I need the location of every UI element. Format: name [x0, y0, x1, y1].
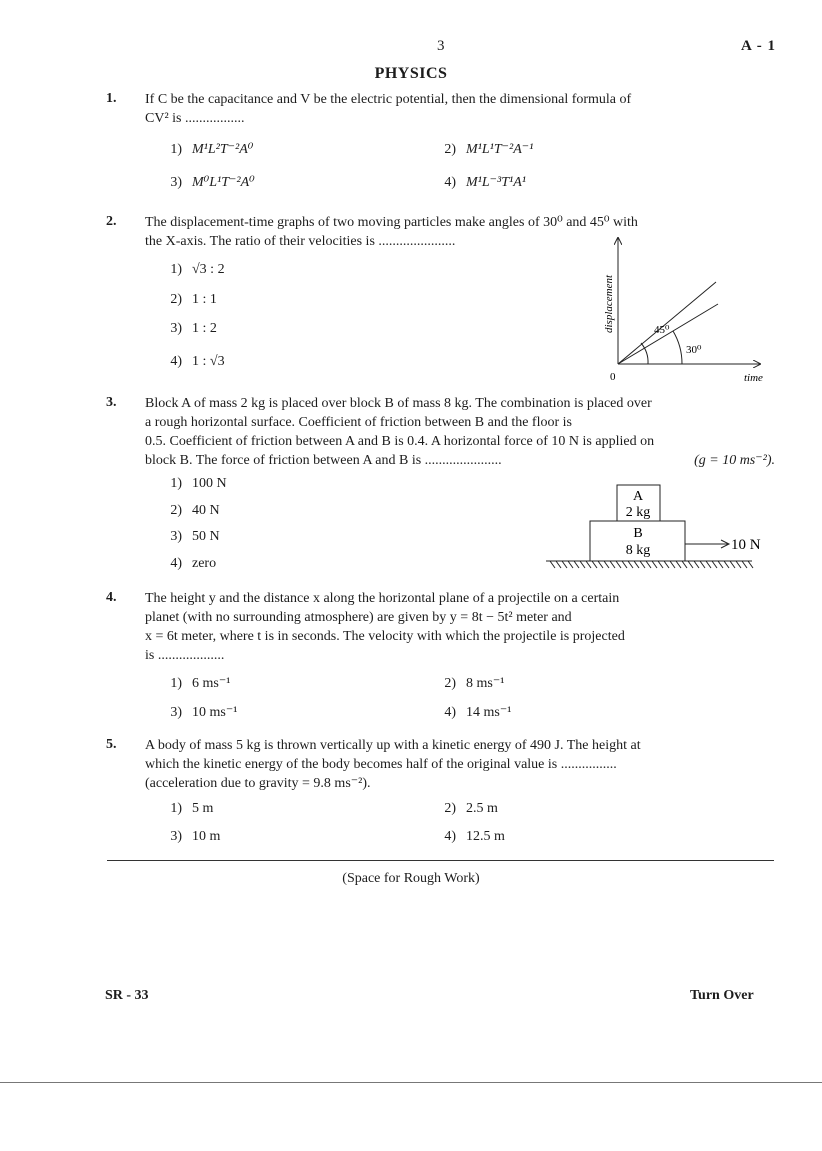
option-text: 50 N	[192, 529, 220, 544]
option-number: 1)	[170, 262, 182, 277]
option-text: 14 ms⁻¹	[466, 705, 512, 720]
x-axis-label: time	[744, 372, 763, 384]
option-number: 2)	[170, 503, 182, 518]
option-text: M¹L²T⁻²A⁰	[192, 142, 254, 157]
force-label: 10 N	[731, 537, 761, 553]
hatch-stroke	[616, 561, 621, 568]
option-text: 1 : 2	[192, 321, 217, 336]
question-3-option-1	[160, 476, 227, 492]
option-number: 2)	[170, 292, 182, 307]
question-5-option-1	[160, 801, 213, 817]
hatch-stroke	[730, 561, 735, 568]
hatch-stroke	[652, 561, 657, 568]
question-3-line-4: block B. The force of friction between A and B is ......................	[145, 453, 502, 468]
option-number: 3)	[170, 705, 182, 720]
block-b-name: B	[633, 526, 643, 541]
paper-code: A - 1	[741, 38, 776, 54]
option-number: 2)	[444, 676, 456, 691]
hatch-stroke	[550, 561, 555, 568]
question-4-number: 4.	[106, 590, 117, 605]
question-2-option-3	[160, 321, 217, 337]
question-3-option-3	[160, 529, 220, 545]
option-number: 3)	[170, 829, 182, 844]
option-number: 4)	[444, 705, 456, 720]
question-1-option-2	[434, 141, 533, 158]
question-5-text	[145, 736, 775, 793]
question-1-option-1	[160, 141, 253, 158]
option-number: 1)	[170, 676, 182, 691]
rough-work-label: (Space for Rough Work)	[342, 871, 480, 886]
hatch-stroke	[574, 561, 579, 568]
question-5-option-2	[434, 801, 498, 817]
hatch-stroke	[568, 561, 573, 568]
question-3-line-4-row	[145, 451, 775, 470]
hatch-stroke	[586, 561, 591, 568]
blocks-figure	[540, 480, 780, 576]
question-5-line-1: A body of mass 5 kg is thrown vertically up with a kinetic energy of 490 J. The height at	[145, 738, 641, 753]
question-4-option-2	[434, 675, 504, 692]
option-number: 4)	[444, 829, 456, 844]
option-number: 3)	[170, 529, 182, 544]
option-number: 4)	[444, 175, 456, 190]
question-2-option-1	[160, 262, 225, 278]
page-edge-line	[0, 1082, 822, 1083]
hatch-stroke	[712, 561, 717, 568]
hatch-stroke	[592, 561, 597, 568]
hatch-stroke	[718, 561, 723, 568]
question-1-number: 1.	[106, 91, 117, 106]
hatch-stroke	[658, 561, 663, 568]
angle-arc-30	[673, 331, 682, 364]
hatch-stroke	[748, 561, 753, 568]
origin-label: 0	[610, 371, 616, 383]
hatch-stroke	[688, 561, 693, 568]
turn-over-label: Turn Over	[690, 988, 754, 1003]
question-4-line-1: The height y and the distance x along the horizontal plane of a projectile on a certain	[145, 591, 620, 606]
option-text: M¹L⁻³T¹A¹	[466, 175, 526, 190]
hatch-stroke	[580, 561, 585, 568]
option-text: 8 ms⁻¹	[466, 676, 505, 691]
hatch-stroke	[742, 561, 747, 568]
angle-label-30: 30⁰	[686, 344, 702, 356]
question-3-line-1: Block A of mass 2 kg is placed over block B of mass 8 kg. The combination is placed over	[145, 396, 652, 411]
hatch-stroke	[706, 561, 711, 568]
option-number: 2)	[444, 801, 456, 816]
option-text: 10 ms⁻¹	[192, 705, 238, 720]
question-4-option-1	[160, 675, 230, 692]
question-4-text	[145, 589, 775, 665]
option-number: 3)	[170, 321, 182, 336]
option-number: 1)	[170, 142, 182, 157]
option-text: 12.5 m	[466, 829, 505, 844]
hatch-stroke	[598, 561, 603, 568]
page-number: 3	[437, 38, 445, 54]
question-5-option-3	[160, 829, 220, 845]
option-text: √3 : 2	[192, 262, 225, 277]
option-number: 1)	[170, 476, 182, 491]
subject-title: PHYSICS	[374, 65, 448, 82]
hatch-stroke	[670, 561, 675, 568]
option-text: 6 ms⁻¹	[192, 676, 231, 691]
question-3-option-4	[160, 556, 216, 572]
hatch-stroke	[640, 561, 645, 568]
option-text: zero	[192, 556, 217, 571]
hatch-stroke	[682, 561, 687, 568]
question-5-option-4	[434, 829, 505, 845]
hatch-stroke	[700, 561, 705, 568]
question-3-option-2	[160, 503, 220, 519]
question-5-number: 5.	[106, 737, 117, 752]
hatch-stroke	[622, 561, 627, 568]
hatch-stroke	[676, 561, 681, 568]
hatch-stroke	[610, 561, 615, 568]
hatch-stroke	[634, 561, 639, 568]
footer-serial: SR - 33	[105, 988, 149, 1003]
question-2-line-1: The displacement-time graphs of two moving particles make angles of 30⁰ and 45⁰ with	[145, 215, 638, 230]
hatch-stroke	[694, 561, 699, 568]
question-2-number: 2.	[106, 214, 117, 229]
question-5-line-3: (acceleration due to gravity = 9.8 ms⁻²).	[145, 776, 371, 791]
question-1-option-4	[434, 174, 526, 191]
question-4-line-3: x = 6t meter, where t is in seconds. The velocity with which the projectile is projected	[145, 629, 625, 644]
question-3-gravity-note: (g = 10 ms⁻²).	[694, 453, 775, 468]
question-2-option-4	[160, 354, 225, 370]
block-b-mass: 8 kg	[625, 543, 651, 558]
question-3-line-2: a rough horizontal surface. Coefficient of friction between B and the floor is	[145, 415, 572, 430]
question-4-option-4	[434, 704, 511, 721]
question-4-line-4: is ...................	[145, 648, 225, 663]
question-1-line-2: CV² is .................	[145, 111, 245, 126]
hatch-stroke	[562, 561, 567, 568]
hatch-stroke	[736, 561, 741, 568]
option-text: 1 : 1	[192, 292, 217, 307]
hatch-stroke	[628, 561, 633, 568]
hatch-stroke	[724, 561, 729, 568]
question-1-line-1: If C be the capacitance and V be the electric potential, then the dimensional formula of	[145, 92, 632, 107]
hatch-stroke	[556, 561, 561, 568]
question-1-option-3	[160, 174, 255, 191]
option-number: 2)	[444, 142, 456, 157]
option-number: 3)	[170, 175, 182, 190]
question-3-line-3: 0.5. Coefficient of friction between A and B is 0.4. A horizontal force of 10 N is applied on	[145, 434, 655, 449]
displacement-time-graph	[590, 232, 780, 388]
option-text: 1 : √3	[192, 354, 225, 369]
option-text: 2.5 m	[466, 801, 498, 816]
hatch-stroke	[604, 561, 609, 568]
option-text: 10 m	[192, 829, 221, 844]
block-a-mass: 2 kg	[625, 505, 651, 520]
hatch-stroke	[664, 561, 669, 568]
block-a-name: A	[632, 489, 644, 504]
option-text: 40 N	[192, 503, 220, 518]
option-number: 4)	[170, 354, 182, 369]
question-4-line-2: planet (with no surrounding atmosphere) are given by y = 8t − 5t² meter and	[145, 610, 572, 625]
option-number: 1)	[170, 801, 182, 816]
floor-hatching	[550, 561, 753, 568]
option-text: M¹L¹T⁻²A⁻¹	[466, 142, 534, 157]
option-text: 5 m	[192, 801, 214, 816]
question-4-option-3	[160, 704, 237, 721]
question-2-option-2	[160, 292, 217, 308]
option-text: 100 N	[192, 476, 227, 491]
angle-label-45: 45⁰	[654, 324, 670, 336]
y-axis-label: displacement	[603, 274, 615, 334]
question-5-line-2: which the kinetic energy of the body becomes half of the original value is ................	[145, 757, 617, 772]
question-3-text	[145, 394, 775, 470]
question-1-text	[145, 90, 775, 128]
question-2-line-2: the X-axis. The ratio of their velocities is ......................	[145, 234, 456, 249]
option-number: 4)	[170, 556, 182, 571]
hatch-stroke	[646, 561, 651, 568]
divider-line	[107, 860, 774, 861]
question-3-number: 3.	[106, 395, 117, 410]
option-text: M⁰L¹T⁻²A⁰	[192, 175, 255, 190]
